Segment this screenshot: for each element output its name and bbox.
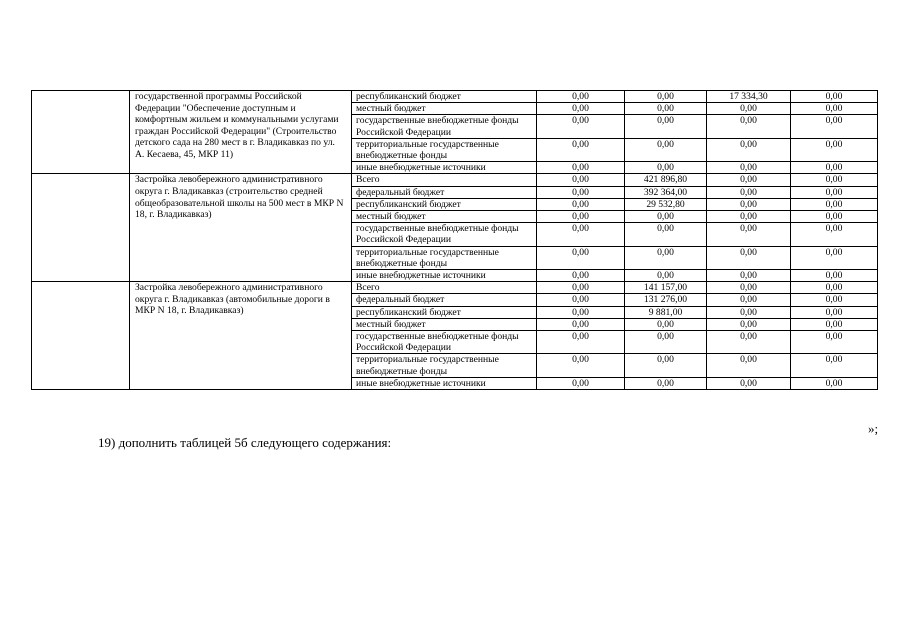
closing-quote: »; — [868, 421, 879, 436]
funding-source-cell: Всего — [352, 282, 537, 294]
amount-cell-v2: 0,00 — [625, 115, 707, 138]
project-name-cell: Застройка левобережного административного округа г. Владикавказ (строительство средней общеобразовательной школы на 500 мест в МКР N 18, г. Владикавказ) — [130, 174, 352, 282]
amount-cell-v3: 0,00 — [707, 318, 791, 330]
funding-source-cell: территориальные государственные внебюджетные фонды — [352, 354, 537, 377]
row-number-cell — [32, 91, 130, 174]
amount-cell-v2: 0,00 — [625, 91, 707, 103]
amount-cell-v1: 0,00 — [537, 270, 625, 282]
amount-cell-v1: 0,00 — [537, 186, 625, 198]
amount-cell-v2: 0,00 — [625, 318, 707, 330]
amount-cell-v3: 17 334,30 — [707, 91, 791, 103]
funding-source-cell: иные внебюджетные источники — [352, 162, 537, 174]
amount-cell-v3: 0,00 — [707, 377, 791, 389]
amount-cell-v2: 421 896,80 — [625, 174, 707, 186]
funding-source-cell: иные внебюджетные источники — [352, 270, 537, 282]
funding-source-cell: иные внебюджетные источники — [352, 377, 537, 389]
amount-cell-v4: 0,00 — [791, 174, 878, 186]
amount-cell-v1: 0,00 — [537, 223, 625, 246]
amount-cell-v4: 0,00 — [791, 198, 878, 210]
row-number-cell — [32, 174, 130, 282]
amount-cell-v2: 0,00 — [625, 377, 707, 389]
amount-cell-v4: 0,00 — [791, 282, 878, 294]
amount-cell-v3: 0,00 — [707, 211, 791, 223]
amount-cell-v2: 0,00 — [625, 138, 707, 161]
amount-cell-v1: 0,00 — [537, 198, 625, 210]
amount-cell-v3: 0,00 — [707, 282, 791, 294]
amount-cell-v1: 0,00 — [537, 91, 625, 103]
amount-cell-v4: 0,00 — [791, 223, 878, 246]
table-row — [32, 282, 878, 294]
amount-cell-v1: 0,00 — [537, 246, 625, 269]
amount-cell-v1: 0,00 — [537, 377, 625, 389]
amount-cell-v3: 0,00 — [707, 186, 791, 198]
amount-cell-v2: 0,00 — [625, 211, 707, 223]
amount-cell-v4: 0,00 — [791, 377, 878, 389]
amount-cell-v3: 0,00 — [707, 354, 791, 377]
amount-cell-v3: 0,00 — [707, 162, 791, 174]
amount-cell-v4: 0,00 — [791, 115, 878, 138]
funding-source-cell: федеральный бюджет — [352, 294, 537, 306]
amount-cell-v1: 0,00 — [537, 282, 625, 294]
amount-cell-v3: 0,00 — [707, 198, 791, 210]
amount-cell-v2: 29 532,80 — [625, 198, 707, 210]
funding-source-cell: государственные внебюджетные фонды Российской Федерации — [352, 115, 537, 138]
amount-cell-v4: 0,00 — [791, 186, 878, 198]
amount-cell-v2: 9 881,00 — [625, 306, 707, 318]
amount-cell-v2: 0,00 — [625, 103, 707, 115]
amount-cell-v4: 0,00 — [791, 318, 878, 330]
amount-cell-v1: 0,00 — [537, 138, 625, 161]
amount-cell-v4: 0,00 — [791, 138, 878, 161]
project-name-cell: Застройка левобережного административного округа г. Владикавказ (автомобильные дороги в МКР N 18, г. Владикавказ) — [130, 282, 352, 390]
funding-source-cell: территориальные государственные внебюджетные фонды — [352, 246, 537, 269]
amount-cell-v4: 0,00 — [791, 162, 878, 174]
funding-source-cell: Всего — [352, 174, 537, 186]
amount-cell-v3: 0,00 — [707, 306, 791, 318]
amount-cell-v2: 0,00 — [625, 270, 707, 282]
amendment-paragraph: 19) дополнить таблицей 5б следующего содержания: — [98, 435, 392, 450]
amount-cell-v1: 0,00 — [537, 354, 625, 377]
project-name-cell: государственной программы Российской Федерации "Обеспечение доступным и комфортным жильем и коммунальными услугами граждан Российской Федерации" (Строительство детского сада на 280 мест в г. Владикавказ по ул. А. Кесаева, 45, МКР 11) — [130, 91, 352, 174]
amount-cell-v1: 0,00 — [537, 306, 625, 318]
amount-cell-v4: 0,00 — [791, 103, 878, 115]
funding-source-cell: республиканский бюджет — [352, 306, 537, 318]
amount-cell-v3: 0,00 — [707, 270, 791, 282]
amount-cell-v3: 0,00 — [707, 246, 791, 269]
amount-cell-v3: 0,00 — [707, 223, 791, 246]
amount-cell-v4: 0,00 — [791, 354, 878, 377]
funding-source-cell: федеральный бюджет — [352, 186, 537, 198]
row-number-cell — [32, 282, 130, 390]
amount-cell-v4: 0,00 — [791, 246, 878, 269]
amount-cell-v1: 0,00 — [537, 211, 625, 223]
amount-cell-v4: 0,00 — [791, 294, 878, 306]
amount-cell-v1: 0,00 — [537, 174, 625, 186]
amount-cell-v2: 0,00 — [625, 246, 707, 269]
funding-source-cell: государственные внебюджетные фонды Российской Федерации — [352, 223, 537, 246]
amount-cell-v2: 0,00 — [625, 162, 707, 174]
table-row — [32, 174, 878, 186]
amount-cell-v1: 0,00 — [537, 318, 625, 330]
amount-cell-v1: 0,00 — [537, 162, 625, 174]
funding-source-cell: местный бюджет — [352, 103, 537, 115]
amount-cell-v1: 0,00 — [537, 294, 625, 306]
funding-source-cell: территориальные государственные внебюджетные фонды — [352, 138, 537, 161]
funding-source-cell: республиканский бюджет — [352, 198, 537, 210]
amount-cell-v2: 141 157,00 — [625, 282, 707, 294]
amount-cell-v2: 0,00 — [625, 354, 707, 377]
amount-cell-v2: 0,00 — [625, 223, 707, 246]
amount-cell-v4: 0,00 — [791, 306, 878, 318]
amount-cell-v2: 392 364,00 — [625, 186, 707, 198]
funding-source-cell: местный бюджет — [352, 211, 537, 223]
funding-source-cell: государственные внебюджетные фонды Российской Федерации — [352, 331, 537, 354]
amount-cell-v3: 0,00 — [707, 174, 791, 186]
funding-source-cell: республиканский бюджет — [352, 91, 537, 103]
amount-cell-v2: 131 276,00 — [625, 294, 707, 306]
amount-cell-v2: 0,00 — [625, 331, 707, 354]
amount-cell-v3: 0,00 — [707, 138, 791, 161]
amount-cell-v4: 0,00 — [791, 91, 878, 103]
amount-cell-v1: 0,00 — [537, 331, 625, 354]
amount-cell-v4: 0,00 — [791, 331, 878, 354]
amount-cell-v3: 0,00 — [707, 294, 791, 306]
amount-cell-v4: 0,00 — [791, 270, 878, 282]
budget-table — [31, 90, 878, 390]
funding-source-cell: местный бюджет — [352, 318, 537, 330]
table-row — [32, 91, 878, 103]
amount-cell-v3: 0,00 — [707, 115, 791, 138]
amount-cell-v1: 0,00 — [537, 115, 625, 138]
amount-cell-v3: 0,00 — [707, 331, 791, 354]
amount-cell-v4: 0,00 — [791, 211, 878, 223]
amount-cell-v3: 0,00 — [707, 103, 791, 115]
amount-cell-v1: 0,00 — [537, 103, 625, 115]
